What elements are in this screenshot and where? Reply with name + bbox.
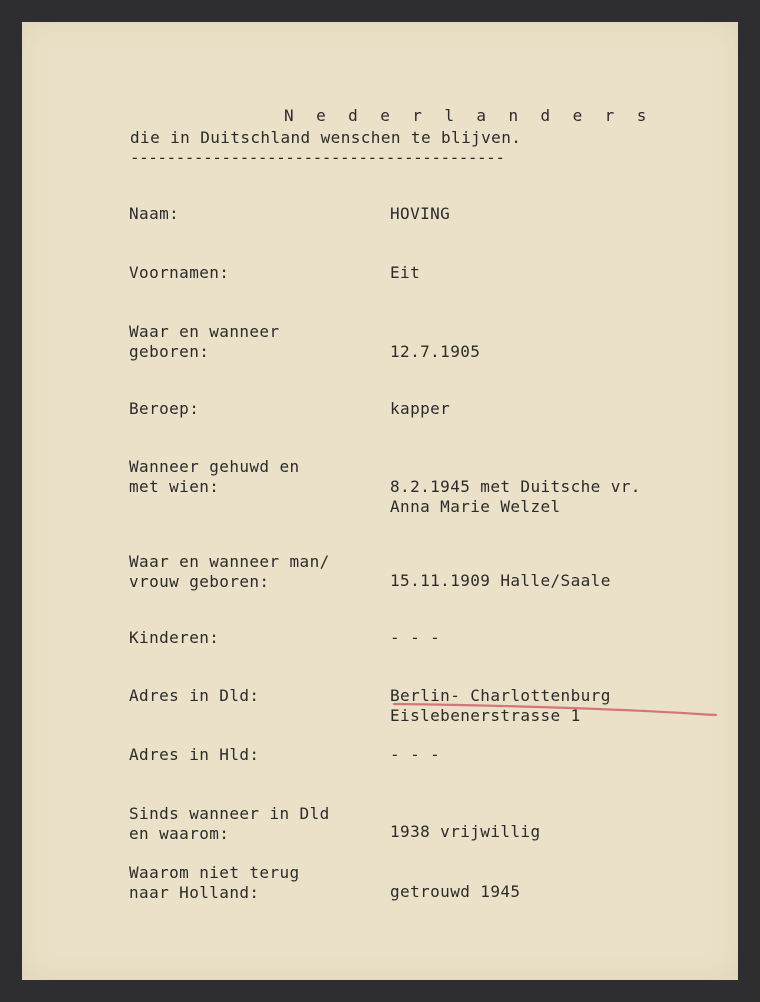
label-partner-geboren: Waar en wanneer man/ vrouw geboren: (129, 552, 330, 591)
value-kinderen: - - - (390, 628, 441, 647)
label-sinds-wanneer: Sinds wanneer in Dld en waarom: (129, 804, 330, 843)
document-subtitle: die in Duitschland wenschen te blijven. (130, 128, 522, 147)
value-partner-geboren: 15.11.1909 Halle/Saale (390, 571, 611, 590)
label-naam: Naam: (129, 204, 180, 223)
value-adres-hld: - - - (390, 745, 441, 764)
red-pencil-underline (392, 701, 718, 719)
label-voornamen: Voornamen: (129, 263, 230, 282)
label-adres-dld: Adres in Dld: (129, 686, 260, 705)
value-voornamen: Eit (390, 263, 421, 282)
value-adres-dld: Berlin- Charlottenburg Eislebenerstrasse 1 (390, 686, 611, 725)
document-title: N e d e r l a n d e r s (284, 106, 653, 125)
label-waarom-niet-terug: Waarom niet terug naar Holland: (129, 863, 300, 902)
value-geboren: 12.7.1905 (390, 342, 481, 361)
value-sinds-wanneer: 1938 vrijwillig (390, 822, 541, 841)
value-gehuwd: 8.2.1945 met Duitsche vr. Anna Marie Welzel (390, 477, 641, 516)
label-kinderen: Kinderen: (129, 628, 220, 647)
paper-edge-shadow (737, 822, 760, 1002)
label-beroep: Beroep: (129, 399, 200, 418)
label-adres-hld: Adres in Hld: (129, 745, 260, 764)
document-page (22, 22, 738, 980)
value-naam: HOVING (390, 204, 451, 223)
value-waarom-niet-terug: getrouwd 1945 (390, 882, 521, 901)
title-underline: ----------------------------------------- (130, 148, 505, 167)
value-beroep: kapper (390, 399, 451, 418)
label-geboren: Waar en wanneer geboren: (129, 322, 280, 361)
label-gehuwd: Wanneer gehuwd en met wien: (129, 457, 300, 496)
